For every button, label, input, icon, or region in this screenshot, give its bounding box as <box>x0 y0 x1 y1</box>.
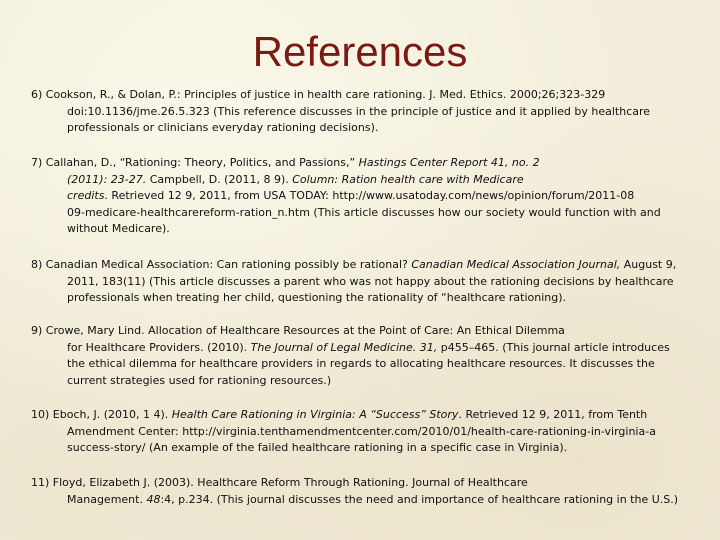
ref8-journal: Canadian Medical Association Journal, <box>411 258 621 271</box>
ref7-column-title-end: credits <box>67 189 105 203</box>
ref9-pages: p455–465. (This journal article introduces <box>437 340 670 354</box>
ref9-title-end: for Healthcare Providers. (2010). <box>67 340 251 354</box>
reference-11 <box>31 475 678 508</box>
ref8-line1 <box>31 257 676 274</box>
ref9-line1: 9) Crowe, Mary Lind. Allocation of Healthcare Resources at the Point of Care: An Ethical Dilemma <box>31 324 565 337</box>
ref7-column-title: Column: Ration health care with Medicare <box>292 172 524 186</box>
ref10-title: Health Care Rationing in Virginia: A “Success” Story <box>171 408 459 421</box>
ref10-retrieved: . Retrieved 12 9, 2011, from Tenth <box>458 408 648 421</box>
ref11-line2 <box>31 492 678 509</box>
ref9-line4: current strategies used for rationing resources.) <box>67 373 332 387</box>
ref6-line2: doi:10.1136/jme.26.5.323 (This reference discusses in the principle of justice and it applied by healthcare <box>67 104 651 118</box>
ref8-line2: 2011, 183(11) (This article discusses a parent who was not happy about the rationing decisions by healthcare <box>67 274 674 288</box>
page-title: References <box>252 28 468 75</box>
ref10-line1 <box>31 407 656 424</box>
ref9-line3: the ethical dilemma for healthcare providers in regards to allocating healthcare resources. It discusses the <box>67 357 655 371</box>
ref8-line3: professionals when treating her child, questioning the rationality of “healthcare rationing). <box>67 291 567 305</box>
reference-9 <box>31 323 670 389</box>
ref8-date: August 9, <box>620 258 677 271</box>
ref6-line3: professionals or clinicians everyday rationing decisions). <box>67 121 379 135</box>
ref11-journal-end: Management. <box>67 492 147 506</box>
ref9-journal: The Journal of Legal Medicine. 31, <box>250 340 438 354</box>
ref7-retrieved: . Retrieved 12 9, 2011, from USA TODAY: http://www.usatoday.com/news/opinion/forum/2011-08 <box>104 189 635 203</box>
ref11-line1: 11) Floyd, Elizabeth J. (2003). Healthcare Reform Through Rationing. Journal of Healthcare <box>31 476 528 489</box>
ref10-author: 10) Eboch, J. (2010, 1 4). <box>31 408 172 421</box>
ref9-line2 <box>31 340 670 357</box>
ref10-line2: Amendment Center: http://virginia.tenthamendmentcenter.com/2010/01/health-care-rationing-in-virginia-a <box>67 424 656 438</box>
ref11-volume: 48 <box>146 492 161 506</box>
ref11-pages: :4, p.234. (This journal discusses the need and importance of healthcare rationing in the U.S.) <box>160 492 679 506</box>
ref7-author-title: 7) Callahan, D., “Rationing: Theory, Politics, and Passions,” <box>31 156 359 169</box>
ref7-line4: 09-medicare-healthcarereform-ration_n.htm (This article discusses how our society would function with and <box>67 205 661 219</box>
ref7-author2: Campbell, D. (2011, 8 9). <box>146 172 293 186</box>
ref7-line3 <box>31 188 661 205</box>
ref7-pages: (2011): 23-27. <box>67 172 147 186</box>
reference-6 <box>31 87 650 137</box>
ref7-line1 <box>31 155 661 172</box>
reference-7 <box>31 155 661 238</box>
ref8-title: 8) Canadian Medical Association: Can rationing possibly be rational? <box>31 258 412 271</box>
reference-10 <box>31 407 656 457</box>
ref7-journal: Hastings Center Report 41, no. 2 <box>358 156 540 169</box>
ref7-line2 <box>31 172 661 189</box>
ref6-line1: 6) Cookson, R., & Dolan, P.: Principles of justice in health care rationing. J. Med. Ethics. 2000;26;323-329 <box>31 88 606 101</box>
reference-8 <box>31 257 676 307</box>
ref7-line5: without Medicare). <box>67 222 170 236</box>
ref10-line3: success-story/ (An example of the failed healthcare rationing in a specific case in Virginia). <box>67 441 568 455</box>
